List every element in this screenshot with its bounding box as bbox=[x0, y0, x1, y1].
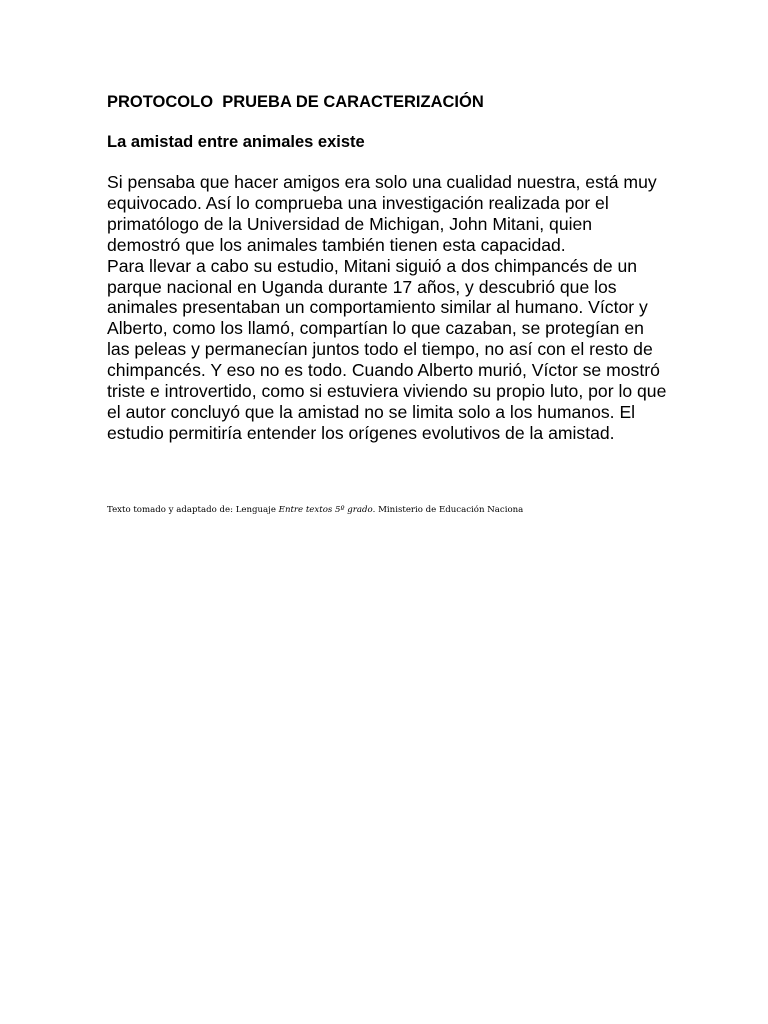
source-citation bbox=[107, 504, 707, 516]
document-content bbox=[107, 92, 667, 444]
paragraph-1: Si pensaba que hacer amigos era solo una cualidad nuestra, está muy equivocado. Así lo comprueba una investigación realizada por el primatólogo de la Universidad de Michigan, John Mitani, quien demostró que los animales también tienen esta capacidad. bbox=[107, 172, 657, 255]
source-book-title: Entre textos 5º grado bbox=[278, 505, 373, 515]
document-subtitle: La amistad entre animales existe bbox=[107, 133, 365, 151]
source-prefix: Texto tomado y adaptado de: Lenguaje bbox=[107, 505, 279, 515]
source-suffix: . Ministerio de Educación Naciona bbox=[372, 505, 524, 515]
paragraph-2: Para llevar a cabo su estudio, Mitani siguió a dos chimpancés de un parque nacional en Uganda durante 17 años, y descubrió que los animales presentaban un comportamiento similar al humano. Víctor y Alberto, como los llamó, compartían lo que cazaban, se protegían en las peleas y permanecían juntos todo el tiempo, no así con el resto de chimpancés. Y eso no es todo. Cuando Alberto murió, Víctor se mostró triste e introvertido, como si estuviera viviendo su propio luto, por lo que el autor concluyó que la amistad no se limita solo a los humanos. El estudio permitiría entender los orígenes evolutivos de la amistad. bbox=[107, 255, 667, 443]
document-title: PROTOCOLO PRUEBA DE CARACTERIZACIÓN bbox=[107, 93, 484, 111]
document-body bbox=[107, 172, 667, 444]
